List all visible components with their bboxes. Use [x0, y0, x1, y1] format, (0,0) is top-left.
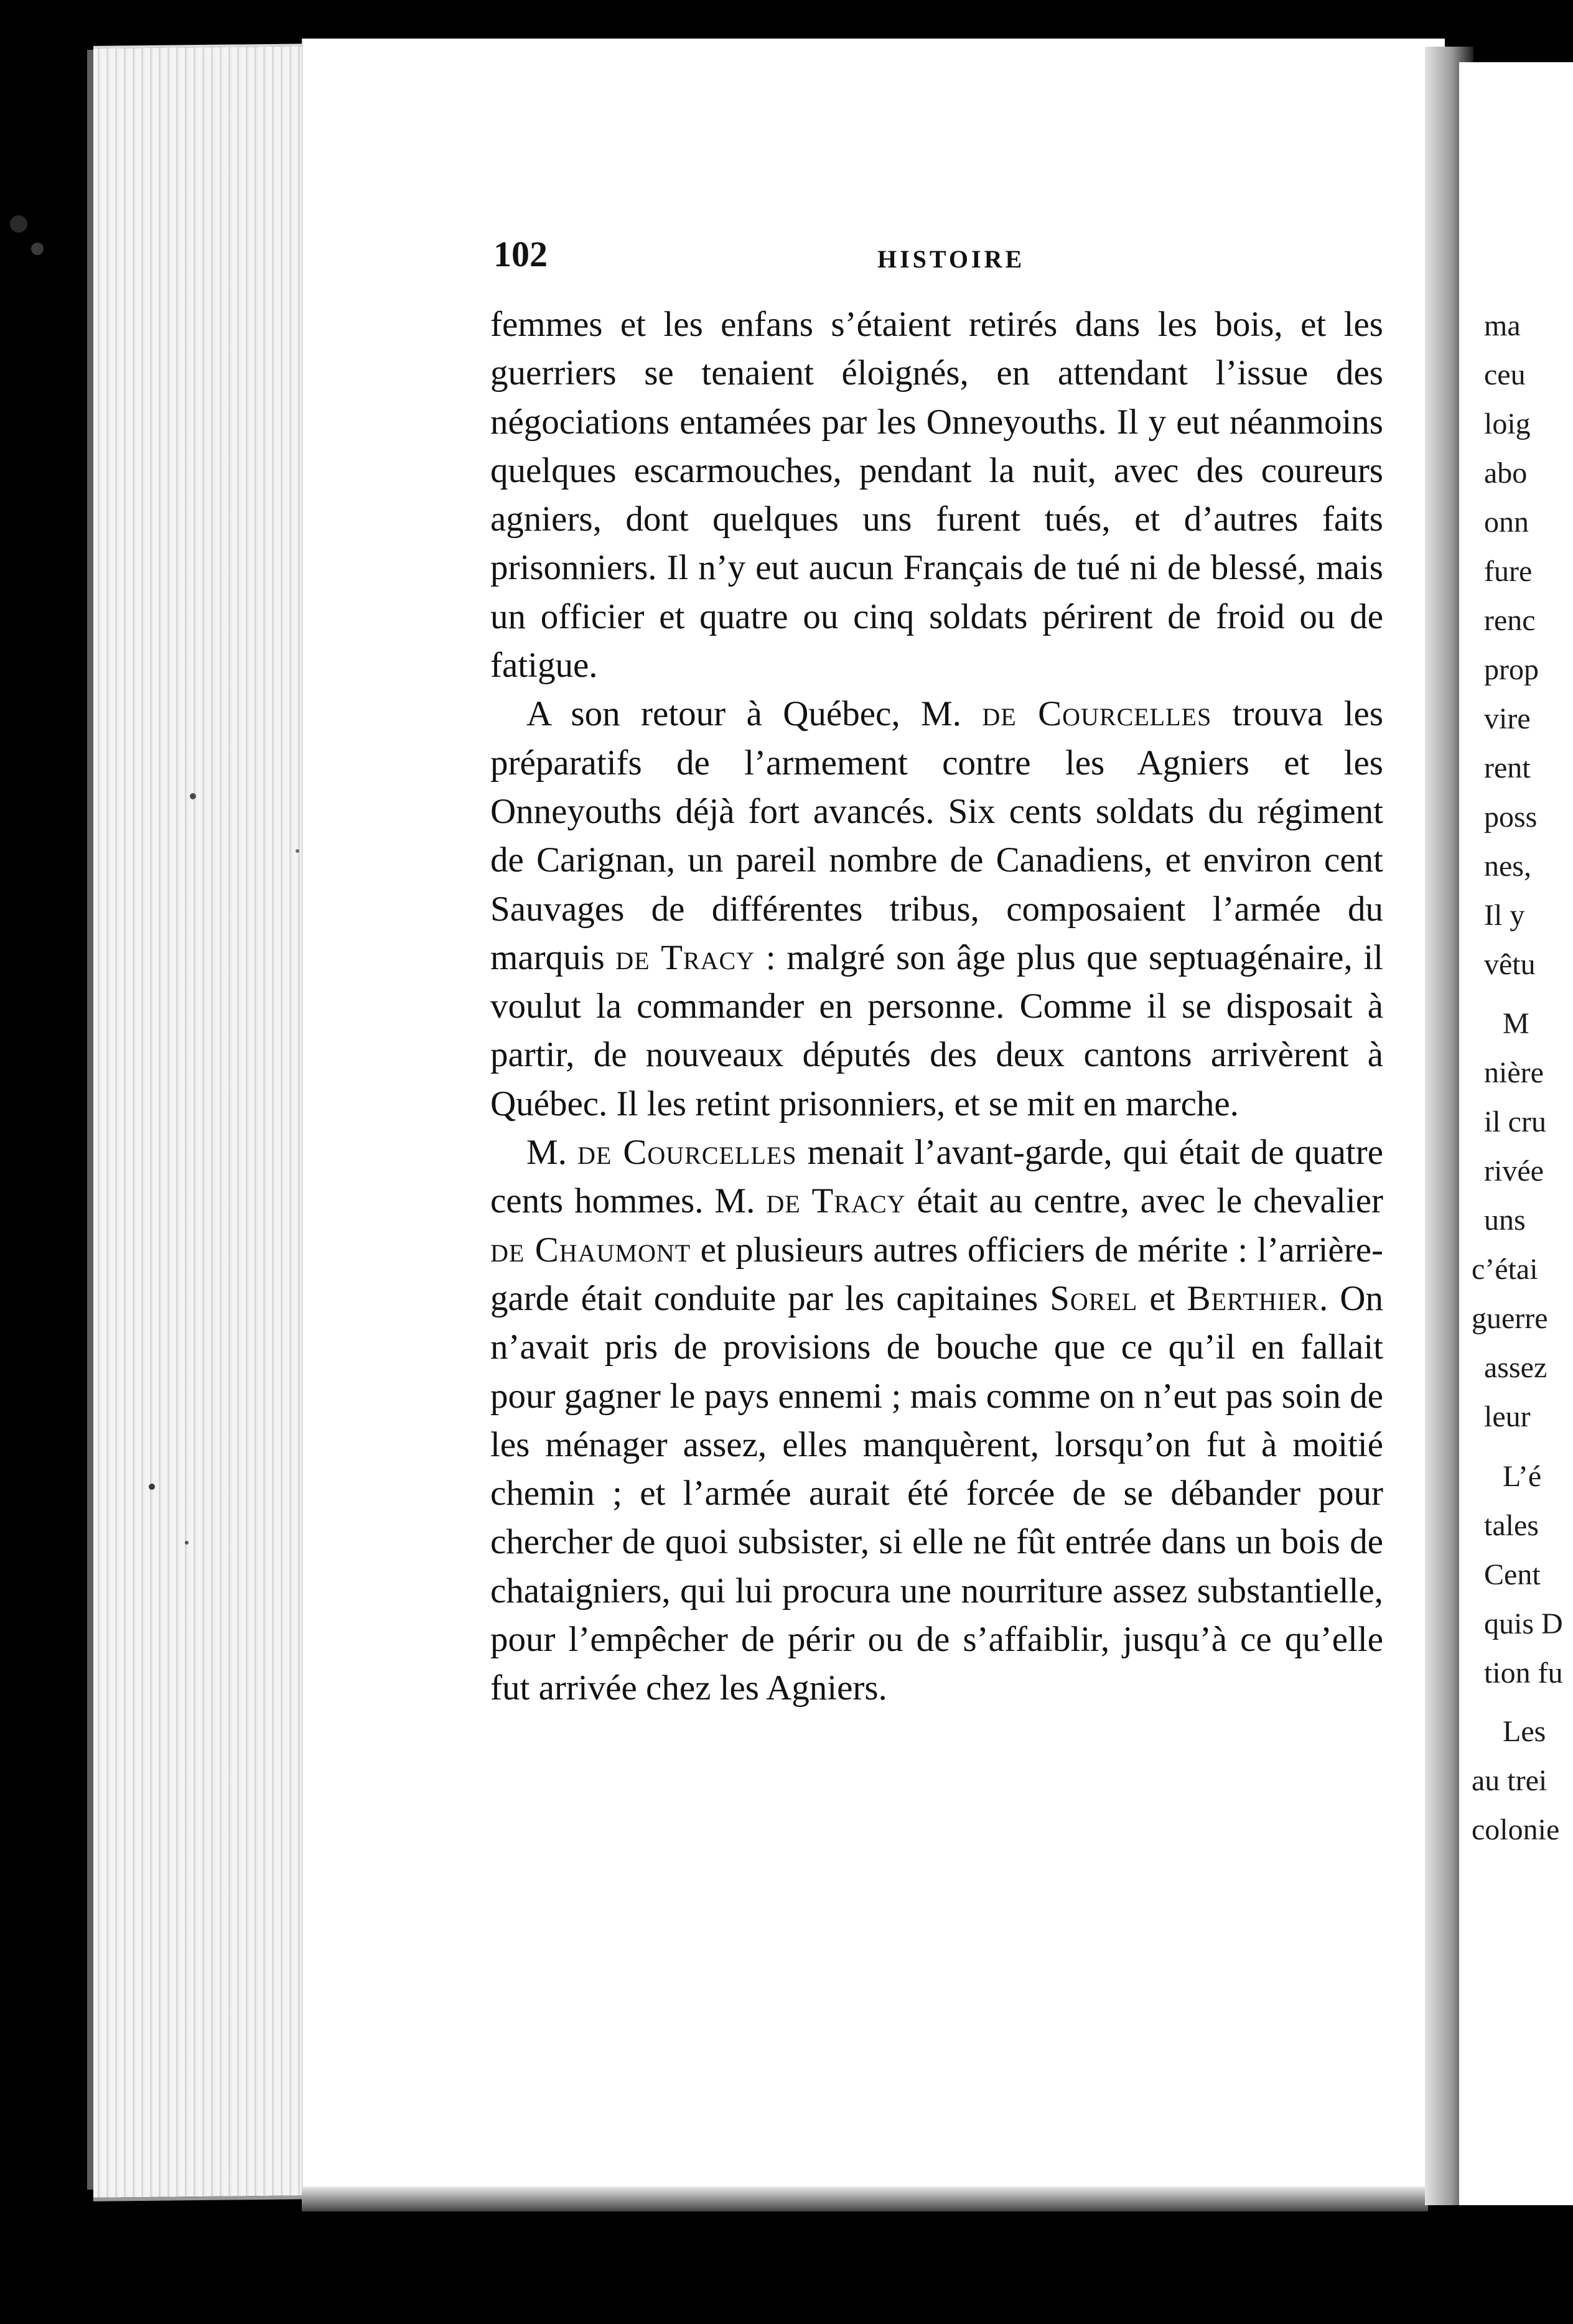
text-run: menait l’avant-garde, qui était de quatre cents hommes. M. [490, 1133, 1384, 1221]
facing-page-line: assez [1484, 1351, 1547, 1384]
facing-page-line: tion fu [1484, 1657, 1563, 1690]
facing-page-line: fure [1484, 555, 1533, 588]
facing-page-line: onn [1484, 506, 1529, 539]
facing-page-line: au trei [1472, 1764, 1547, 1797]
facing-page-line: prop [1484, 653, 1539, 686]
facing-page-line: L’é [1503, 1460, 1542, 1493]
facing-page-line: uns [1484, 1204, 1526, 1237]
facing-page-line: colonie [1472, 1813, 1560, 1846]
text-run: trouva les préparatifs de l’armement contre les Agniers et les Onneyouths déjà fort avancés. Six cents soldats du régiment de Carignan, un pareil nombre de Canadiens, et environ cent Sauvages de différentes tribus, composaient l’armée du marquis [490, 694, 1384, 977]
facing-page-line: nes, [1484, 850, 1531, 883]
proper-name: de Courcelles [577, 1133, 797, 1173]
facing-page-line: tales [1484, 1509, 1539, 1542]
proper-name: de Chaumont [490, 1230, 691, 1270]
text-run: . On n’avait pris de provisions de bouche que ce qu’il en fallait pour gagner le pays ennemi ; mais comme on n’eut pas soin de les ménager assez, elles manquèrent, lorsqu’on fut à moitié chemin ; et l’armée aurait été forcée de se débander pour chercher de quoi subsister, si elle ne fût entrée dans un bois de chataigniers, qui lui procura une nourriture assez substantielle, pour l’empêcher de périr ou de s’affaiblir, jusqu’à ce qu’elle fut arrivée chez les Agniers. [490, 1278, 1383, 1708]
facing-page-line: nière [1484, 1056, 1544, 1089]
facing-page-line: Cent [1484, 1558, 1541, 1591]
proper-name: de Courcelles [982, 694, 1212, 734]
proper-name: Berthier [1187, 1278, 1320, 1318]
page-number: 102 [493, 234, 548, 274]
running-title: HISTOIRE [877, 245, 1025, 273]
text-run: et plusieurs autres officiers de mérite : l’arrière-garde était conduite par les capitaines [490, 1230, 1383, 1318]
text-run: était au centre, avec le chevalier [905, 1181, 1383, 1221]
facing-page-line: Les [1503, 1715, 1546, 1748]
facing-page-line: il cru [1484, 1105, 1546, 1138]
text-run: : malgré son âge plus que septuagénaire, il voulut la commander en personne. Comme il se disposait à partir, de nouveaux députés des deux cantons arrivèrent à Québec. Il les retint prisonniers, et se mit en marche. [490, 937, 1383, 1123]
text-run: et [1137, 1278, 1187, 1318]
facing-page-line: c’étai [1472, 1253, 1538, 1286]
facing-page-line: renc [1484, 604, 1536, 637]
text-run: femmes et les enfans s’étaient retirés dans les bois, et les guerriers se tenaient éloignés, en attendant l’issue des négociations entamées par les Onneyouths. Il y eut néanmoins quelques escarmouches, pendant la nuit, avec des coureurs agniers, dont quelques uns furent tués, et d’autres faits prisonniers. Il n’y eut aucun Français de tué ni de blessé, mais un officier et quatre ou cinq soldats périrent de froid ou de fatigue. [490, 305, 1383, 686]
text-run: M. [526, 1133, 577, 1173]
facing-page-line: quis D [1484, 1607, 1563, 1640]
facing-page-line: guerre [1472, 1302, 1548, 1335]
facing-page-line: ceu [1484, 358, 1526, 391]
facing-page-line: leur [1484, 1400, 1531, 1433]
facing-page-line: vire [1484, 702, 1531, 735]
proper-name: de Tracy [766, 1181, 906, 1221]
facing-page-line: poss [1484, 801, 1538, 834]
facing-page-line: M [1503, 1007, 1529, 1040]
facing-page-line: ma [1484, 309, 1521, 342]
facing-page-line: abo [1484, 457, 1528, 490]
facing-page-line: vêtu [1484, 948, 1536, 981]
proper-name: Sorel [1050, 1278, 1138, 1318]
facing-page-line: loig [1484, 407, 1531, 440]
proper-name: de Tracy [615, 937, 755, 977]
facing-page-line: rent [1484, 751, 1531, 784]
facing-page-line: rivée [1484, 1155, 1544, 1188]
facing-page-line: Il y [1484, 899, 1525, 932]
text-run: A son retour à Québec, M. [526, 694, 983, 734]
